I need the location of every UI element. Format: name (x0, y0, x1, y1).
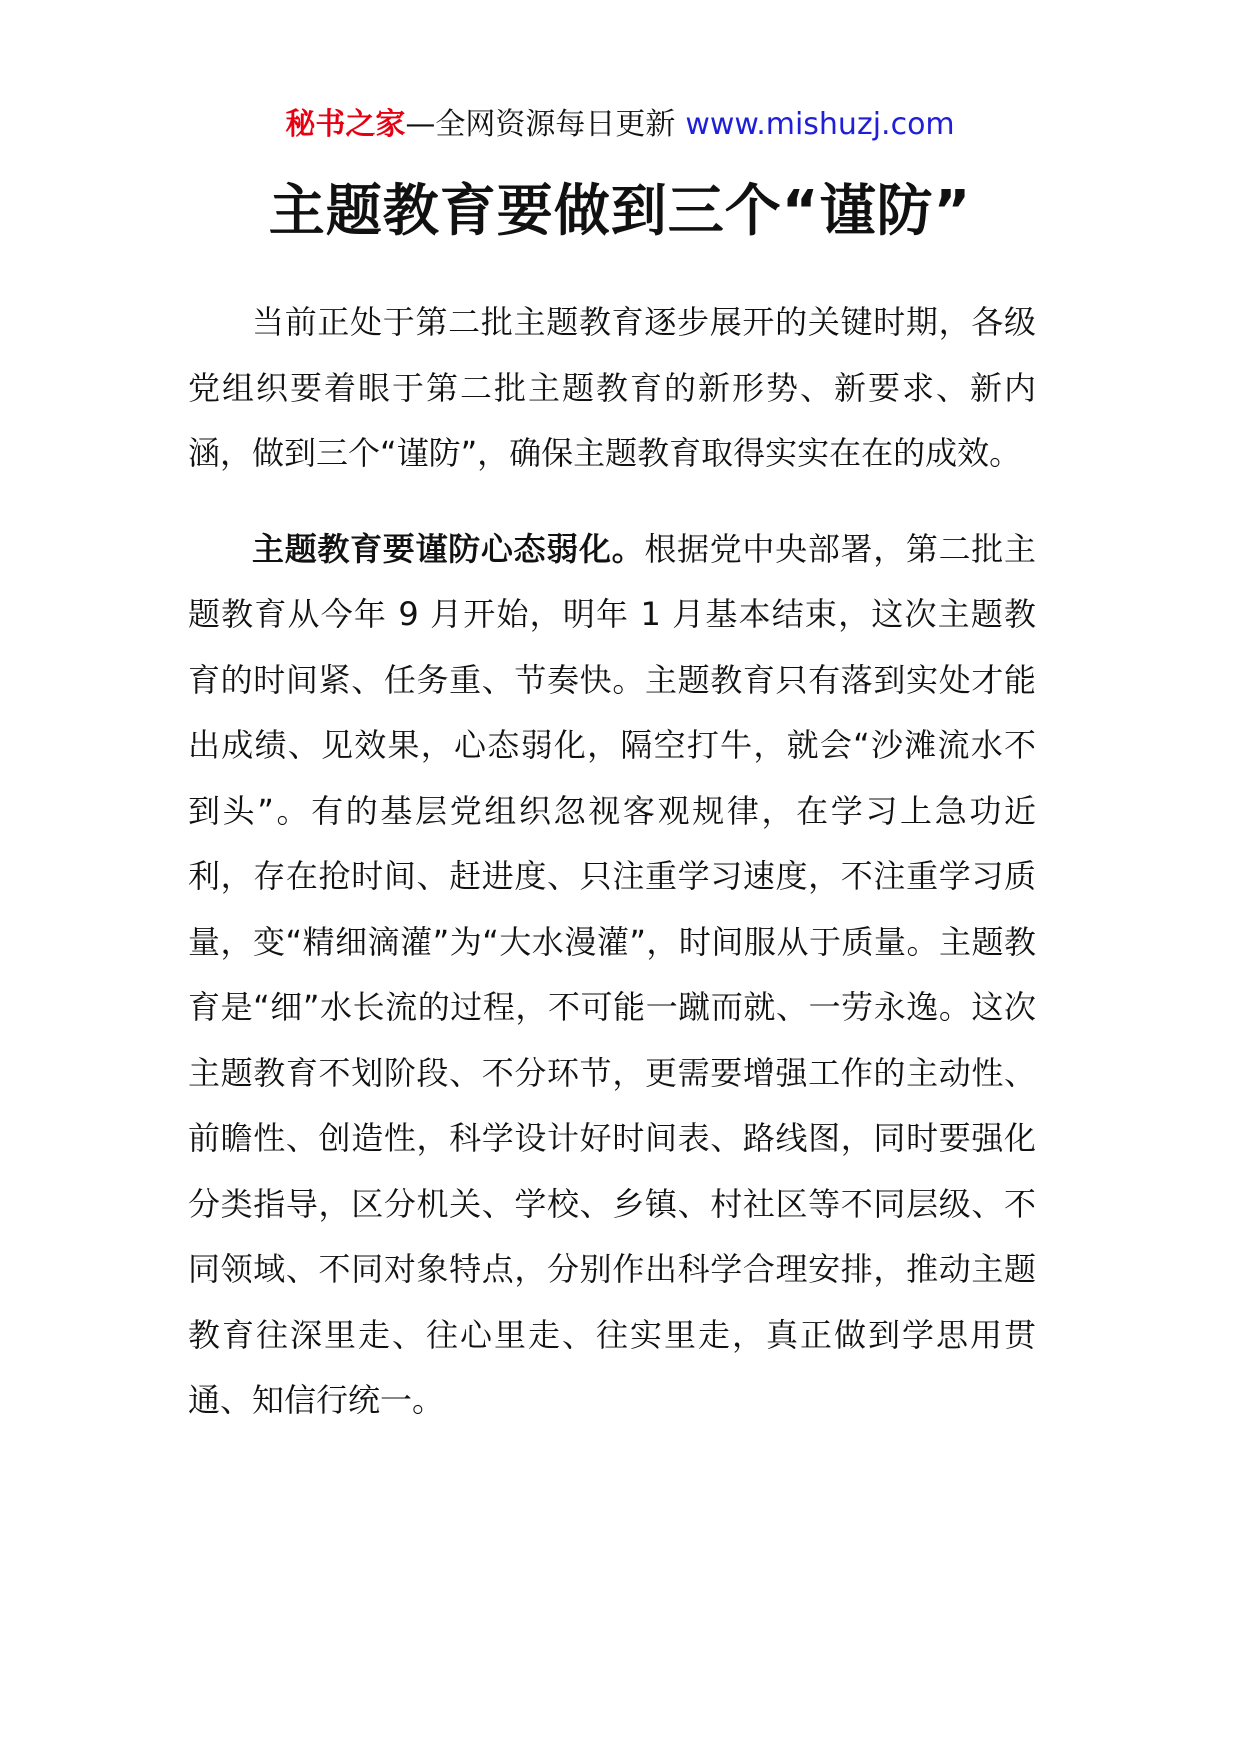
site-header (0, 100, 1240, 150)
section-lead: 主题教育要谨防心态弱化。 (252, 529, 645, 568)
section-text: 根据党中央部署，第二批主题教育从今年 9 月开始，明年 1 月基本结束，这次主题教育的时间紧、任务重、节奏快。主题教育只有落到实处才能出成绩、见效果，心态弱化，隔空打牛，就会“沙滩流水不到头”。有的基层党组织忽视客观规律，在学习上急功近利，存在抢时间、赶进度、只注重学习速度，不注重学习质量，变“精细滴灌”为“大水漫灌”，时间服从于质量。主题教育是“细”水长流的过程，不可能一蹴而就、一劳永逸。这次主题教育不划阶段、不分环节，更需要增强工作的主动性、前瞻性、创造性，科学设计好时间表、路线图，同时要强化分类指导，区分机关、学校、乡镇、村社区等不同层级、不同领域、不同对象特点，分别作出科学合理安排，推动主题教育往深里走、往心里走、往实里走，真正做到学思用贯通、知信行统一。 (188, 529, 1036, 1419)
section-paragraph (188, 517, 1036, 1434)
brand-name: 秘书之家 (285, 107, 406, 142)
site-url-link[interactable]: www.mishuzj.com (685, 107, 955, 142)
document-body (188, 290, 1036, 1434)
header-tagline: —全网资源每日更新 (405, 107, 676, 142)
intro-paragraph: 当前正处于第二批主题教育逐步展开的关键时期，各级党组织要着眼于第二批主题教育的新形势、新要求、新内涵，做到三个“谨防”，确保主题教育取得实实在在的成效。 (188, 303, 1036, 472)
document-title: 主题教育要做到三个“谨防” (268, 179, 972, 244)
